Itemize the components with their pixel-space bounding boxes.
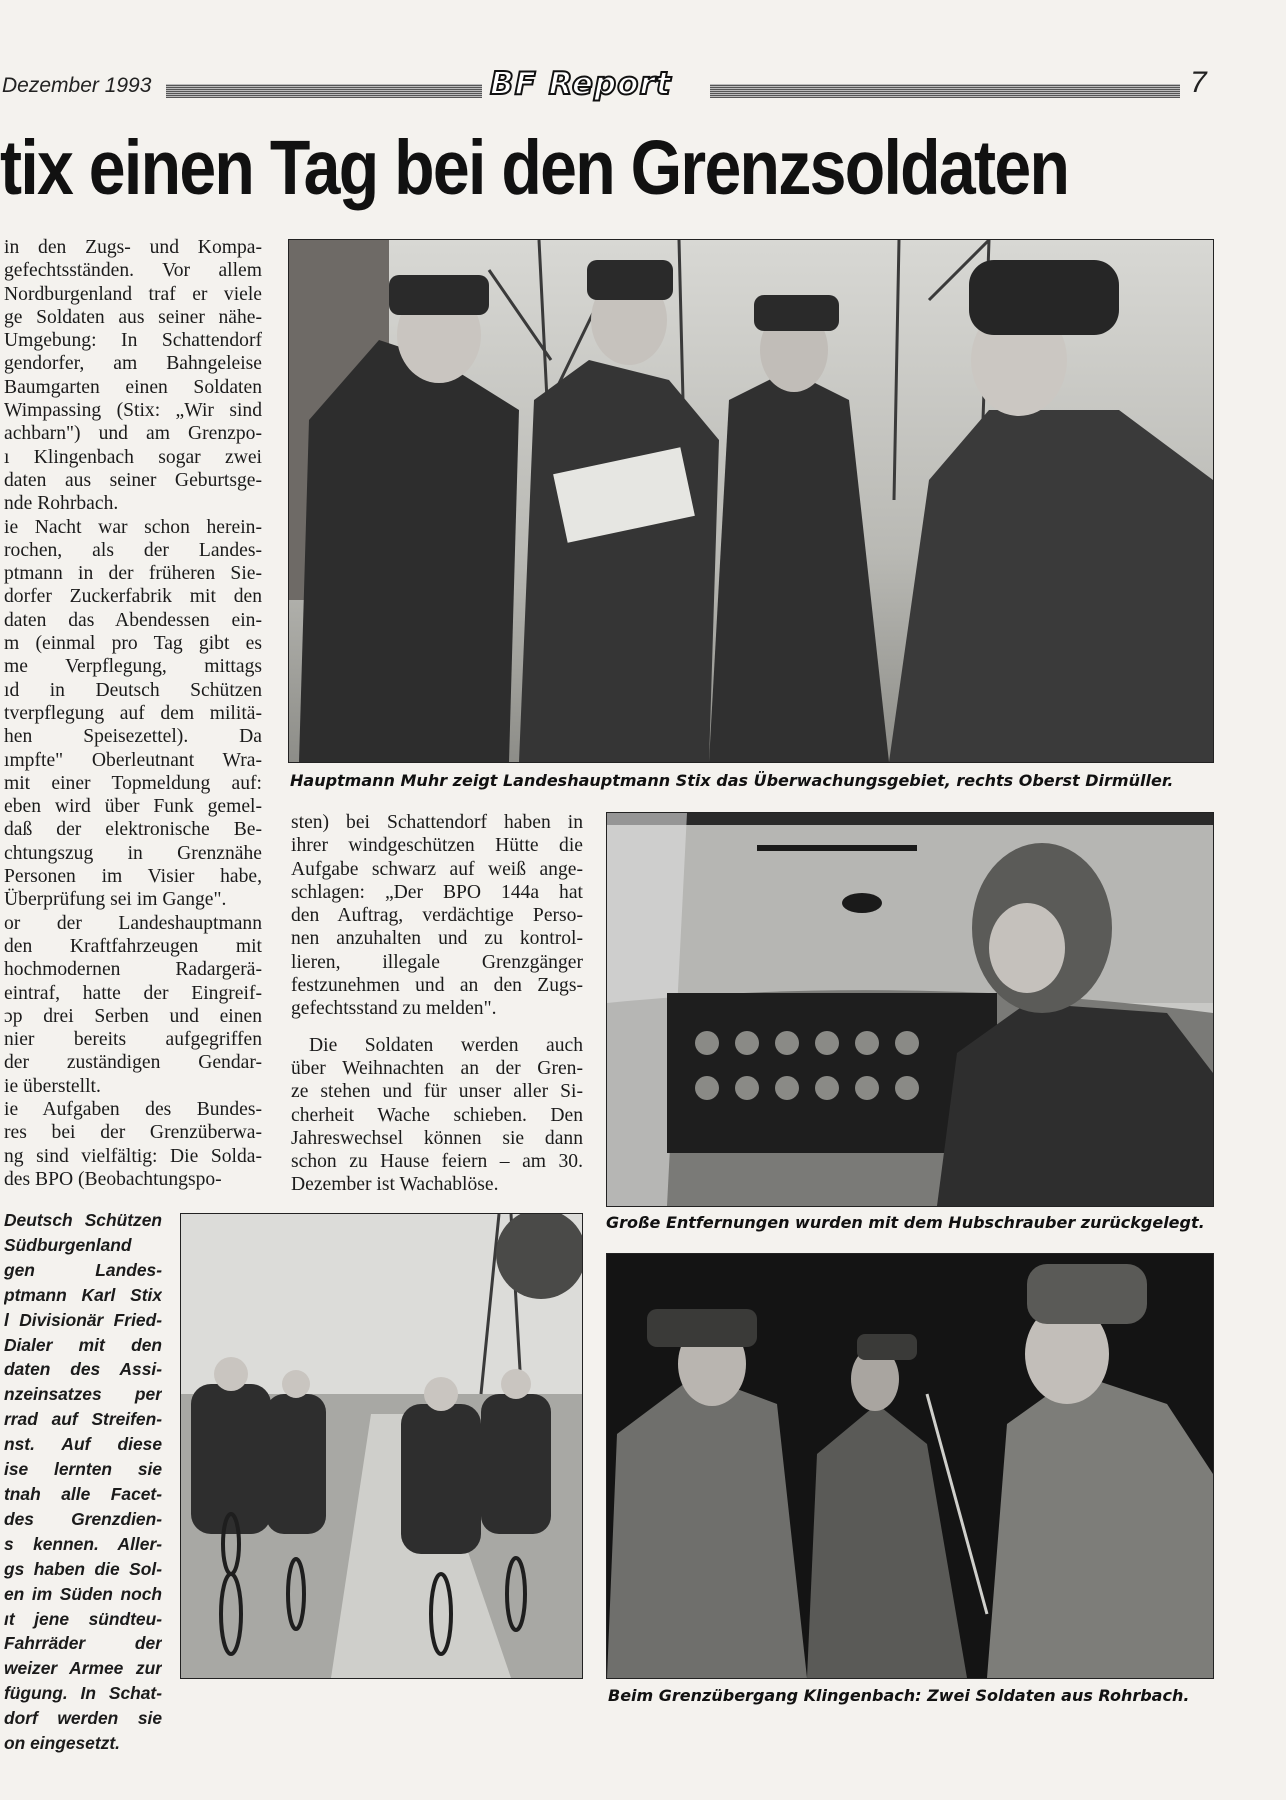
text-line: ıt jene sündteu- [4, 1608, 162, 1629]
text-line: tverpflegung auf dem militä- [4, 702, 262, 724]
text-line: Deutsch Schützen [4, 1210, 162, 1230]
text-line: nzeinsatzes per [4, 1384, 162, 1405]
headline: tix einen Tag bei den Grenzsoldaten [0, 125, 1069, 211]
article-lines [4, 236, 262, 1191]
text-line: sten) bei Schattendorf haben in [291, 812, 583, 833]
article-column-left [4, 236, 262, 1191]
text-line: en im Süden noch [4, 1583, 162, 1604]
text-line: gen Landes- [4, 1259, 162, 1280]
text-line: daten des Assi- [4, 1359, 162, 1380]
text-line: Dezember ist Wachablöse. [291, 1174, 499, 1196]
text-line: fügung. In Schat- [4, 1683, 162, 1704]
text-line: den Auftrag, verdächtige Perso- [291, 905, 583, 927]
text-line: s kennen. Aller- [4, 1533, 162, 1554]
text-line: nier bereits aufgegriffen [4, 1029, 262, 1051]
photo-caption-helicopter: Große Entfernungen wurden mit dem Hubschrauber zurückgelegt. [606, 1213, 1205, 1232]
text-line: on eingesetzt. [4, 1733, 120, 1754]
text-line: eben wird über Funk gemel- [4, 796, 262, 818]
text-line: Baumgarten einen Soldaten [4, 376, 262, 398]
text-line: nde Rohrbach. [4, 493, 119, 515]
text-line: ptmann in der früheren Sie- [4, 563, 262, 585]
text-line: hen Speisezettel). Da [4, 726, 262, 748]
text-line: gendorfer, am Bahngeleise [4, 353, 262, 375]
text-line: gs haben die Sol- [4, 1558, 162, 1579]
photo-officers-map [288, 239, 1214, 763]
text-line: des Grenzdien- [4, 1508, 162, 1529]
caption-lines [4, 1208, 162, 1756]
text-line: ie Nacht war schon herein- [4, 516, 262, 538]
article-paragraph [291, 1034, 583, 1197]
text-line: rrad auf Streifen- [4, 1409, 162, 1430]
text-line: ng sind vielfältig: Die Solda- [4, 1145, 262, 1167]
bicycle-photo-caption [4, 1208, 162, 1756]
text-line: der zuständigen Gendar- [4, 1052, 262, 1074]
text-line: ı Klingenbach sogar zwei [4, 446, 262, 468]
text-line: mit einer Topmeldung auf: [4, 772, 262, 794]
text-line: ımpfte" Oberleutnant Wra- [4, 749, 262, 771]
text-line: schon zu Hause feiern – am 30. [291, 1151, 583, 1173]
text-line: daß der elektronische Be- [4, 819, 262, 841]
text-line: gefechtsstand zu melden". [291, 998, 497, 1020]
article-paragraph [291, 811, 583, 1021]
text-line: ge Soldaten aus seiner nähe- [4, 306, 262, 328]
text-line: ze stehen und für unser aller Si- [291, 1081, 583, 1103]
text-line: daten das Abendessen ein- [4, 609, 262, 631]
text-line: festzunehmen und an den Zugs- [291, 975, 583, 997]
text-line: schlagen: „Der BPO 144a hat [291, 881, 583, 903]
photo-helicopter-cockpit [606, 812, 1214, 1207]
text-line: Südburgenland [4, 1234, 132, 1255]
header-rule-right [710, 84, 1180, 98]
text-line: Wimpassing (Stix: „Wir sind [4, 400, 262, 422]
photo-caption-officers: Hauptmann Muhr zeigt Landeshauptmann Stix das Überwachungsgebiet, rechts Oberst Dirmüller. [290, 771, 1174, 790]
text-line: Jahreswechsel können sie dann [291, 1127, 583, 1149]
text-line: ie überstellt. [4, 1075, 101, 1097]
text-line: ie Aufgaben des Bundes- [4, 1098, 262, 1120]
text-line: Nordburgenland traf er viele [4, 283, 262, 305]
text-line: tnah alle Facet- [4, 1483, 162, 1504]
text-line: m (einmal pro Tag gibt es [4, 633, 262, 655]
text-line: dorf werden sie [4, 1708, 162, 1729]
text-line: Umgebung: In Schattendorf [4, 330, 262, 352]
text-line: ıd in Deutsch Schützen [4, 679, 262, 701]
text-line: in den Zugs- und Kompa- [4, 237, 262, 258]
page-number: 7 [1190, 66, 1207, 99]
text-line: achbarn") und am Grenzpo- [4, 423, 262, 445]
text-line: eintraf, hatte der Eingreif- [4, 982, 262, 1004]
issue-date: Dezember 1993 [2, 74, 152, 97]
photo-bicycle-patrol [180, 1213, 583, 1679]
photo-caption-night: Beim Grenzübergang Klingenbach: Zwei Soldaten aus Rohrbach. [608, 1686, 1190, 1705]
text-line: rochen, als der Landes- [4, 539, 262, 561]
text-line: über Weihnachten an der Gren- [291, 1057, 583, 1079]
text-line: den Kraftfahrzeugen mit [4, 935, 262, 957]
text-line: cherheit Wache schieben. Den [291, 1104, 583, 1126]
text-line: gefechtsständen. Vor allem [4, 260, 262, 282]
text-line: dorfer Zuckerfabrik mit den [4, 586, 262, 608]
text-line: Fahrräder der [4, 1633, 162, 1654]
text-line: or der Landeshauptmann [4, 912, 262, 934]
text-line: ihrer windgeschützen Hütte die [291, 835, 583, 857]
text-line: me Verpflegung, mittags [4, 656, 262, 678]
text-line: ise lernten sie [4, 1459, 162, 1480]
photo-border-crossing-night [606, 1253, 1214, 1679]
text-line: Die Soldaten werden auch [309, 1034, 583, 1056]
text-line: ɔp drei Serben und einen [4, 1005, 262, 1027]
text-line: chtungszug in Grenznähe [4, 842, 262, 864]
text-line: lieren, illegale Grenzgänger [291, 951, 583, 973]
article-column-middle [291, 811, 583, 1197]
text-line: Personen im Visier habe, [4, 866, 262, 888]
text-line: hochmodernen Radargerä- [4, 959, 262, 981]
text-line: des BPO (Beobachtungspo- [4, 1168, 222, 1190]
text-line: ptmann Karl Stix [4, 1284, 162, 1305]
text-line: nst. Auf diese [4, 1434, 162, 1455]
text-line: weizer Armee zur [4, 1658, 162, 1679]
text-line: res bei der Grenzüberwa- [4, 1122, 262, 1144]
text-line: daten aus seiner Geburtsge- [4, 469, 262, 491]
text-line: l Divisionär Fried- [4, 1309, 162, 1330]
text-line: Dialer mit den [4, 1334, 162, 1355]
publication-logo: BF Report [490, 66, 672, 102]
text-line: Überprüfung sei im Gange". [4, 889, 227, 911]
text-line: nen anzuhalten und zu kontrol- [291, 928, 583, 950]
header-rule-left [166, 84, 482, 98]
text-line: Aufgabe schwarz auf weiß ange- [291, 858, 583, 880]
